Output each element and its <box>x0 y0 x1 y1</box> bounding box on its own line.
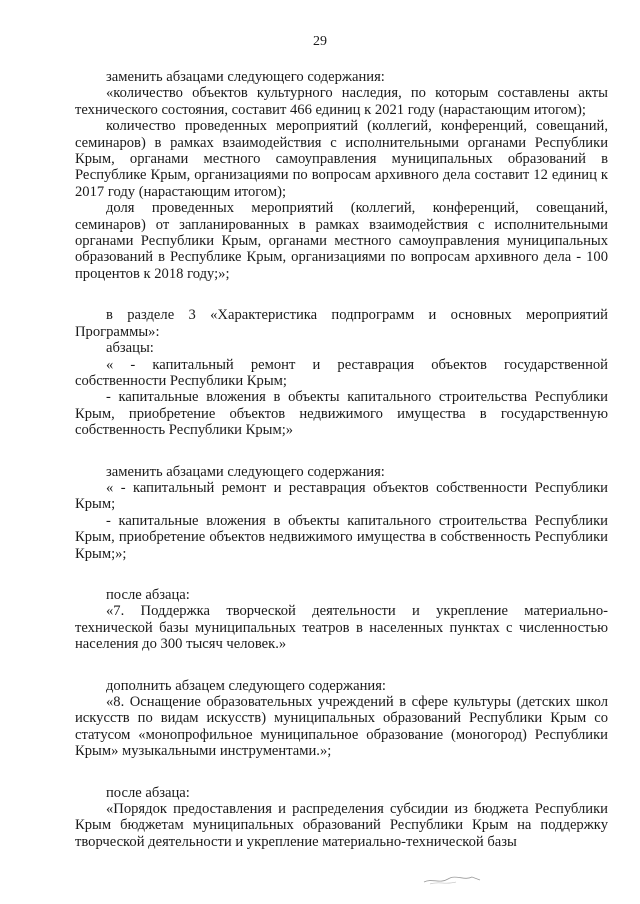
paragraph-after-label-2: после абзаца: <box>106 784 190 801</box>
spacer <box>75 653 608 678</box>
paragraph-replace-intro: заменить абзацами следующего содержания: <box>106 69 385 85</box>
paragraph-section-3: в разделе 3 «Характеристика подпрограмм и основных мероприятий Программы»: <box>75 307 608 340</box>
spacer <box>75 760 608 785</box>
paragraph-after-label: после абзаца: <box>106 586 190 603</box>
paragraph-paragraphs-label: абзацы: <box>106 340 154 357</box>
paragraph-new-investment: - капитальные вложения в объекты капитального строительства Республики Крым, приобретение объектов недвижимого имущества в собственность Республики Крым;»; <box>75 512 608 562</box>
paragraph-item-7: «7. Поддержка творческой деятельности и укрепление материально-технической базы муниципальных театров в населенных пунктах с численностью населения до 300 тысяч человек.» <box>75 603 608 653</box>
paragraph-subsidy-order: «Порядок предоставления и распределения субсидии из бюджета Республики Крым бюджетам муниципальных образований Республики Крым на поддержку творческой деятельности и укрепление материально-технической базы <box>75 801 608 850</box>
paragraph-replace-intro-2: заменить абзацами следующего содержания: <box>106 463 385 480</box>
page-number: 29 <box>313 34 327 49</box>
paragraph-events-count: количество проведенных мероприятий (коллегий, конференций, совещаний, семинаров) в рамках взаимодействия с исполнительными органами Республики Крым, органами местного самоуправления муниципальных образований в Республике Крым, организациями по вопросам архивного дела составит 12 единиц к 2017 году (нарастающим итогом); <box>75 118 608 200</box>
paragraph-item-8: «8. Оснащение образовательных учреждений в сфере культуры (детских школ искусств по видам искусств) муниципальных образований Республики Крым со статусом «монопрофильное муниципальное образование (моногород) Республики Крым» музыкальными инструментами.»; <box>75 694 608 760</box>
spacer <box>75 282 608 307</box>
paragraph-old-investment: - капитальные вложения в объекты капитального строительства Республики Крым, приобретение объектов недвижимого имущества в государственную собственность Республики Крым;» <box>75 389 608 439</box>
paragraph-new-repair: « - капитальный ремонт и реставрация объектов собственности Республики Крым; <box>75 479 608 513</box>
paragraph-events-share: доля проведенных мероприятий (коллегий, конференций, совещаний, семинаров) от запланированных в рамках взаимодействия с исполнительными органами Республики Крым, органами местного самоуправления муниципальных образований в Республике Крым, организациями по вопросам архивного дела - 100 процентов к 2018 году;»; <box>75 200 608 282</box>
spacer <box>75 562 608 587</box>
spacer <box>75 439 608 464</box>
document-body <box>75 69 608 850</box>
pen-mark <box>422 872 482 886</box>
paragraph-heritage-count: «количество объектов культурного наследия, по которым составлены акты технического состояния, составит 466 единиц к 2021 году (нарастающим итогом); <box>75 85 608 118</box>
paragraph-add-intro: дополнить абзацем следующего содержания: <box>106 677 386 694</box>
paragraph-old-repair: « - капитальный ремонт и реставрация объектов государственной собственности Республики Крым; <box>75 356 608 389</box>
